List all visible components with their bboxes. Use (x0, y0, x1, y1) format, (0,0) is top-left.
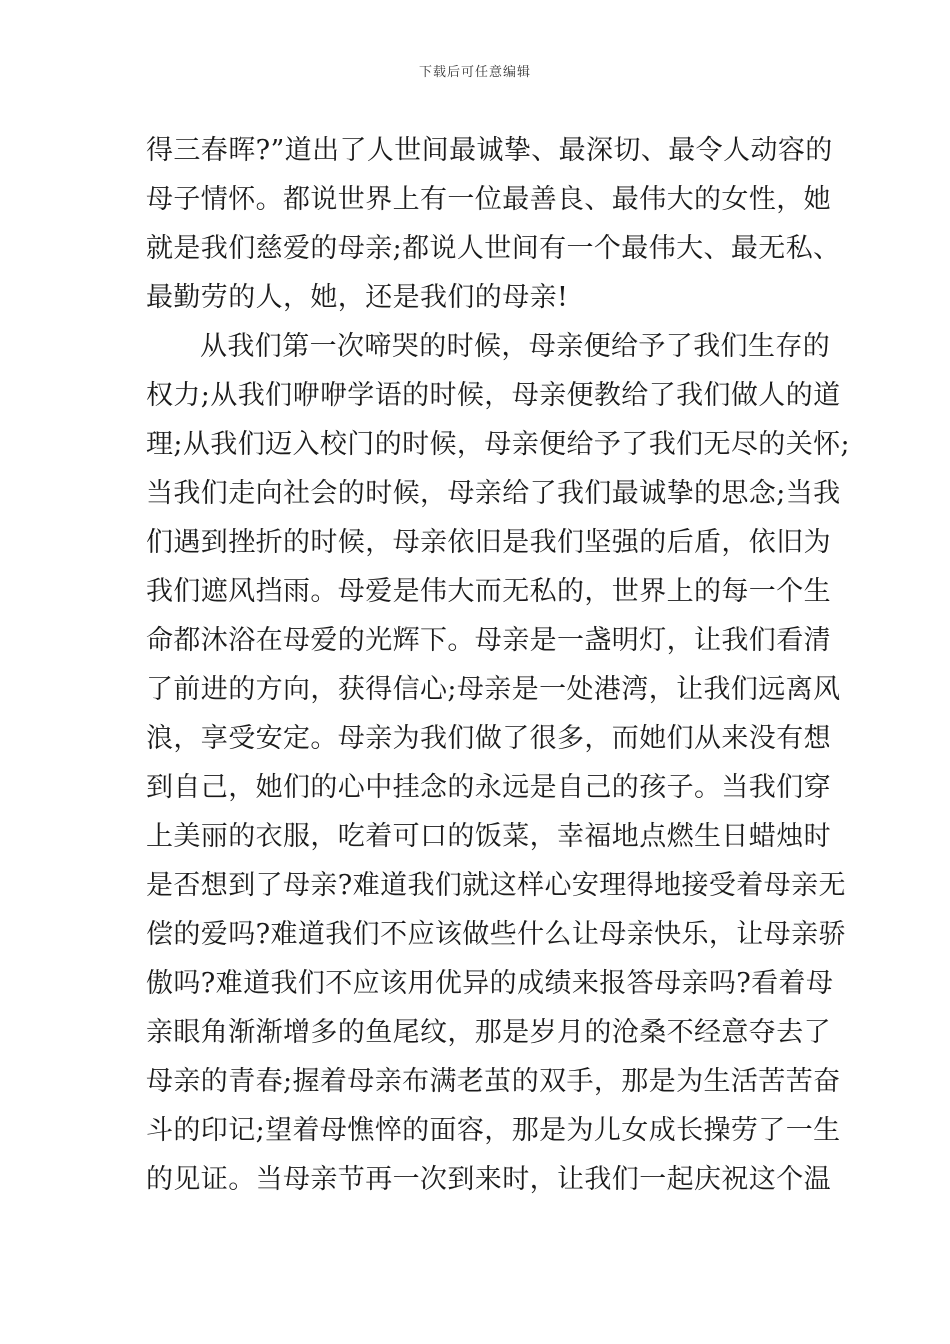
text-line: 亲眼角渐渐增多的鱼尾纹，那是岁月的沧桑不经意夺去了 (146, 1017, 831, 1048)
text-line: 上美丽的衣服，吃着可口的饭菜，幸福地点燃生日蜡烛时 (146, 821, 831, 852)
text-line-indented: 从我们第一次啼哭的时候，母亲便给予了我们生存的 (200, 331, 831, 362)
text-line: 命都沐浴在母爱的光辉下。母亲是一盏明灯，让我们看清 (146, 625, 831, 656)
text-line: 的见证。当母亲节再一次到来时，让我们一起庆祝这个温 (146, 1164, 831, 1195)
body-text (146, 126, 850, 1204)
text-line: 就是我们慈爱的母亲;都说人世间有一个最伟大、最无私、 (146, 233, 841, 264)
text-line: 是否想到了母亲?难道我们就这样心安理得地接受着母亲无 (146, 870, 846, 901)
text-line: 母子情怀。都说世界上有一位最善良、最伟大的女性，她 (146, 184, 831, 215)
text-line: 当我们走向社会的时候，母亲给了我们最诚挚的思念;当我 (146, 478, 841, 509)
text-line: 理;从我们迈入校门的时候，母亲便给予了我们无尽的关怀; (146, 429, 850, 460)
text-line: 了前进的方向，获得信心;母亲是一处港湾，让我们远离风 (146, 674, 841, 705)
text-line: 偿的爱吗?难道我们不应该做些什么让母亲快乐，让母亲骄 (146, 919, 846, 950)
text-line: 浪，享受安定。母亲为我们做了很多，而她们从来没有想 (146, 723, 831, 754)
header-note: 下载后可任意编辑 (418, 65, 531, 80)
text-line: 到自己，她们的心中挂念的永远是自己的孩子。当我们穿 (146, 772, 831, 803)
text-line: 傲吗?难道我们不应该用优异的成绩来报答母亲吗?看着母 (146, 968, 834, 999)
text-line: 得三春晖?”道出了人世间最诚挚、最深切、最令人动容的 (146, 135, 833, 166)
text-line: 我们遮风挡雨。母爱是伟大而无私的，世界上的每一个生 (146, 576, 831, 607)
paragraph-2 (146, 322, 850, 1204)
text-line: 们遇到挫折的时候，母亲依旧是我们坚强的后盾，依旧为 (146, 527, 831, 558)
text-line: 母亲的青春;握着母亲布满老茧的双手，那是为生活苦苦奋 (146, 1066, 841, 1097)
paragraph-1 (146, 126, 841, 322)
text-line: 最勤劳的人，她，还是我们的母亲! (146, 282, 569, 313)
text-line: 斗的印记;望着母憔悴的面容，那是为儿女成长操劳了一生 (146, 1115, 841, 1146)
text-line: 权力;从我们咿咿学语的时候，母亲便教给了我们做人的道 (146, 380, 841, 411)
